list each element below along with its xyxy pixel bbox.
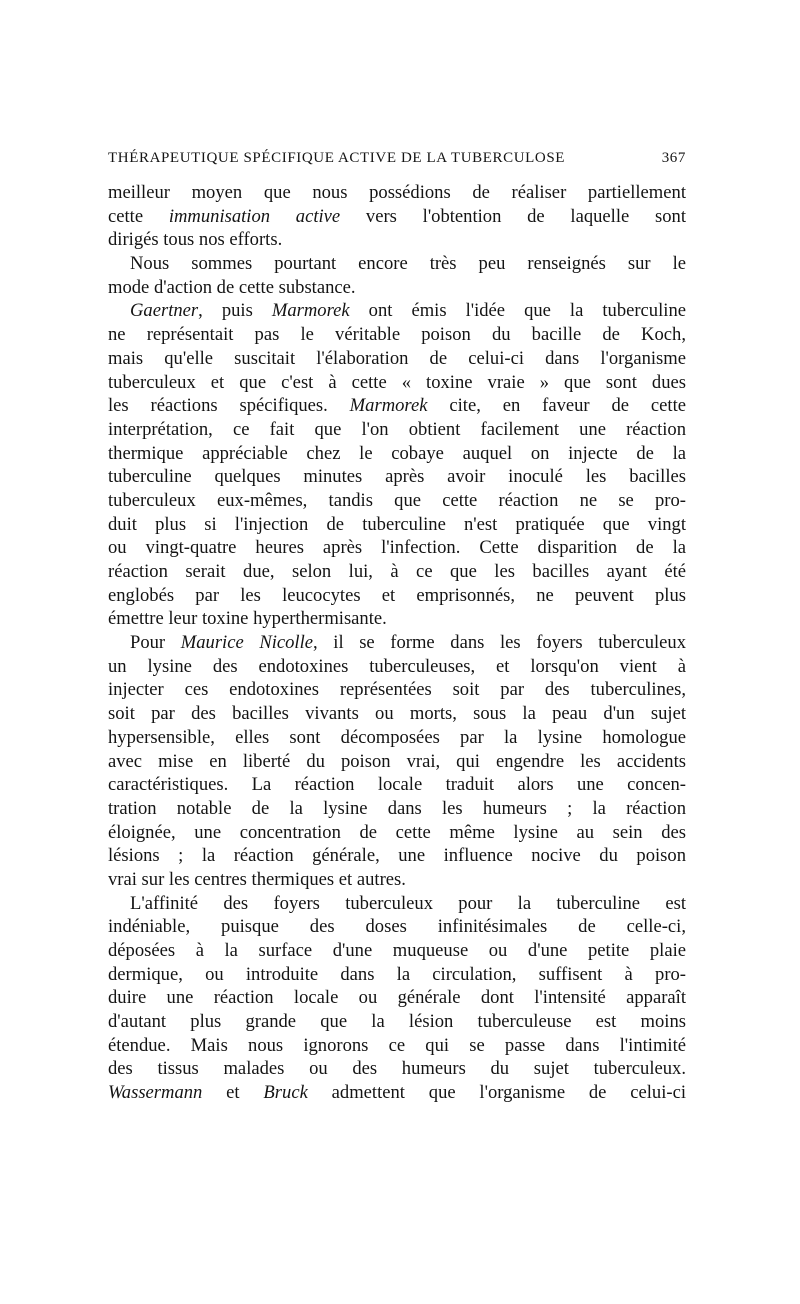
italic-name: Marmorek xyxy=(349,395,428,417)
text-line: tuberculeux et que c'est à cette « toxine vraie » que sont dues xyxy=(108,371,686,393)
text-line: ne représentait pas le véritable poison du bacille de Koch, xyxy=(108,324,686,346)
page-number: 367 xyxy=(661,150,686,166)
text-line: interprétation, ce fait que l'on obtient facilement une réaction xyxy=(108,418,686,440)
text-line: déposées à la surface d'une muqueuse ou d'une petite plaie xyxy=(108,940,686,961)
paragraph xyxy=(108,631,686,892)
text-line: dirigés tous nos efforts. xyxy=(108,229,283,251)
text-line: un lysine des endotoxines tuberculeuses, et lorsqu'on vient à xyxy=(108,655,686,677)
text-line xyxy=(108,394,686,418)
text-line: hypersensible, elles sont décomposées par la lysine homologue xyxy=(108,726,686,748)
text-line: tuberculine quelques minutes après avoir inoculé les bacilles xyxy=(108,466,686,488)
body-text xyxy=(108,181,686,1105)
text-line: tration notable de la lysine dans les humeurs ; la réaction xyxy=(108,797,686,819)
text-run: vers l'obtention de laquelle sont xyxy=(340,205,686,227)
text-run: admettent que l'organisme de celui-ci xyxy=(307,1082,686,1104)
italic-name: Maurice Nicolle xyxy=(180,632,314,654)
text-run: cite, en faveur de cette xyxy=(427,395,686,417)
text-run: Pour xyxy=(130,632,181,654)
text-line: mais qu'elle suscitait l'élaboration de celui-ci dans l'organisme xyxy=(108,347,686,369)
paragraph xyxy=(108,181,686,252)
text-run: ont émis l'idée que la tuberculine xyxy=(349,300,686,322)
text-line: tuberculeux eux-mêmes, tandis que cette réaction ne se pro- xyxy=(108,489,686,511)
text-line xyxy=(108,299,686,323)
italic-name: Marmorek xyxy=(271,300,350,322)
text-line: englobés par les leucocytes et emprisonnés, ne peuvent plus xyxy=(108,584,686,606)
text-line: mode d'action de cette substance. xyxy=(108,276,356,298)
text-line: dermique, ou introduite dans la circulation, suffisent à pro- xyxy=(108,963,686,985)
book-page xyxy=(108,150,686,1105)
text-line: thermique appréciable chez le cobaye auquel on injecte de la xyxy=(108,442,686,464)
paragraph xyxy=(108,892,686,1105)
text-line: éloignée, une concentration de cette même lysine au sein des xyxy=(108,821,686,843)
text-line: injecter ces endotoxines représentées soit par des tuberculines, xyxy=(108,679,686,701)
text-line: émettre leur toxine hyperthermisante. xyxy=(108,608,387,630)
text-line: soit par des bacilles vivants ou morts, sous la peau d'un sujet xyxy=(108,703,686,725)
text-line xyxy=(108,631,686,655)
text-line xyxy=(108,1081,686,1105)
text-line: duit plus si l'injection de tuberculine n'est pratiquée que vingt xyxy=(108,513,686,535)
text-line: étendue. Mais nous ignorons ce qui se passe dans l'intimité xyxy=(108,1034,686,1056)
paragraph xyxy=(108,252,686,299)
running-head xyxy=(108,150,686,167)
running-head-title: THÉRAPEUTIQUE SPÉCIFIQUE ACTIVE DE LA TUBERCULOSE xyxy=(108,150,566,166)
italic-name: Gaertner xyxy=(130,300,199,322)
text-line: vrai sur les centres thermiques et autres. xyxy=(108,868,406,890)
text-line xyxy=(108,205,686,229)
text-line: caractéristiques. La réaction locale traduit alors une concen- xyxy=(108,774,686,796)
text-line: réaction serait due, selon lui, à ce que les bacilles ayant été xyxy=(108,561,686,582)
italic-name: Wassermann xyxy=(108,1082,203,1104)
text-line: avec mise en liberté du poison vrai, qui engendre les accidents xyxy=(108,750,686,772)
italic-name: Bruck xyxy=(263,1082,308,1104)
text-line: des tissus malades ou des humeurs du sujet tuberculeux. xyxy=(108,1058,686,1080)
text-line: duire une réaction locale ou générale dont l'intensité apparaît xyxy=(108,987,686,1009)
text-line: indéniable, puisque des doses infinitésimales de celle-ci, xyxy=(108,916,686,938)
text-run: , il se forme dans les foyers tuberculeux xyxy=(313,632,687,654)
text-run: cette xyxy=(108,205,169,227)
text-run: , puis xyxy=(198,300,272,322)
text-run: les réactions spécifiques. xyxy=(108,395,350,417)
text-line: ou vingt-quatre heures après l'infection. Cette disparition de la xyxy=(108,537,686,559)
text-line: meilleur moyen que nous possédions de réaliser partiellement xyxy=(108,182,686,203)
text-line: lésions ; la réaction générale, une influence nocive du poison xyxy=(108,845,686,867)
text-run: et xyxy=(202,1082,264,1104)
text-line: Nous sommes pourtant encore très peu renseignés sur le xyxy=(130,253,686,275)
text-line: d'autant plus grande que la lésion tuberculeuse est moins xyxy=(108,1011,686,1033)
paragraph xyxy=(108,299,686,631)
italic-name: immunisation active xyxy=(168,205,341,227)
text-line: L'affinité des foyers tuberculeux pour la tuberculine est xyxy=(130,892,686,914)
